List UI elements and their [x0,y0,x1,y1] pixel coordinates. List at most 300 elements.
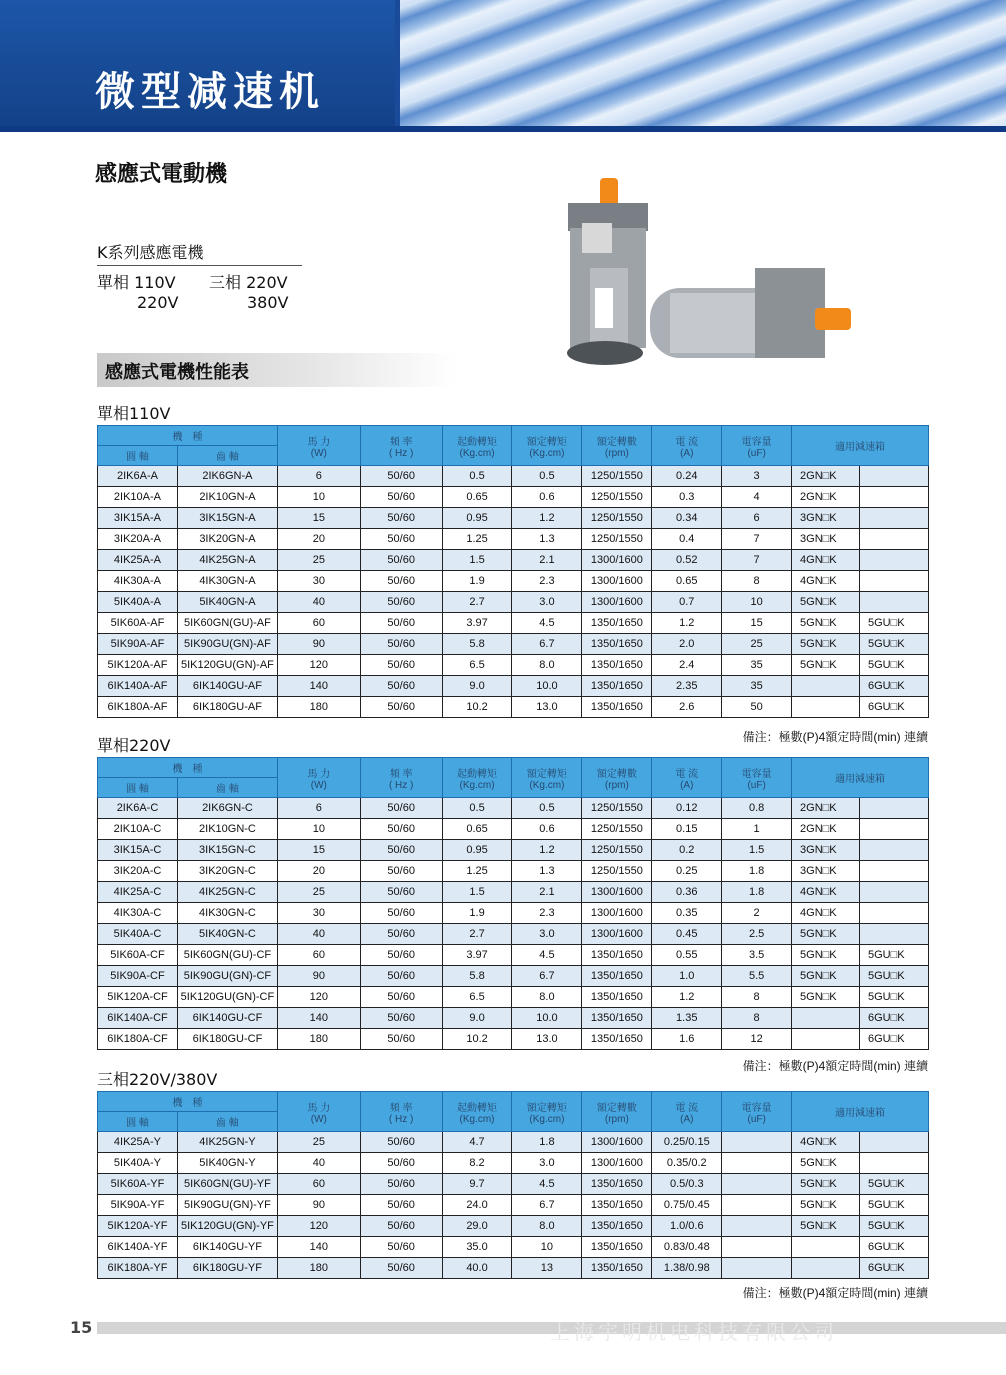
table-cell [792,697,860,718]
table-cell: 3IK15A-A [98,508,178,529]
table-cell: 4IK25A-Y [98,1132,178,1153]
table-cell: 5IK90A-AF [98,634,178,655]
table-row [98,924,929,945]
motor-label-2 [595,288,613,328]
table-cell: 2.35 [652,676,722,697]
table-row [98,1195,929,1216]
table-cell: 1.35 [652,1008,722,1029]
table-cell: 5IK90GU(GN)-CF [177,966,277,987]
table-cell: 2.3 [512,571,582,592]
table-cell: 1300/1600 [582,550,652,571]
table-cell: 0.25 [652,861,722,882]
header-rated-torque-unit: (Kg.cm) [529,447,565,459]
table-cell [859,840,928,861]
header-power-name: 馬 力 [307,436,331,448]
table-cell: 6IK180GU-AF [177,697,277,718]
table-cell: 1350/1650 [582,966,652,987]
table-cell: 4.5 [512,945,582,966]
table-cell: 1350/1650 [582,634,652,655]
table-cell [792,1008,860,1029]
table-cell: 0.5/0.3 [652,1174,722,1195]
header-rated-torque-unit: (Kg.cm) [529,779,565,791]
table-cell: 4GN□K [792,1132,860,1153]
table-cell: 90 [277,966,360,987]
table-cell: 8.0 [512,1216,582,1237]
table-cell: 5GN□K [792,613,860,634]
header-rated-torque-unit: (Kg.cm) [529,1113,565,1125]
table-cell: 5IK120GU(GN)-AF [177,655,277,676]
table-cell: 4IK30A-A [98,571,178,592]
table-cell: 2.0 [652,634,722,655]
table-cell: 2IK10A-A [98,487,178,508]
table-cell: 25 [277,882,360,903]
table-cell: 0.5 [442,798,512,819]
table-cell: 0.25/0.15 [652,1132,722,1153]
table-cell: 4IK25A-A [98,550,178,571]
header-capacitor-unit: (uF) [747,447,766,459]
table-cell: 50/60 [360,466,442,487]
table-cell: 6IK140A-CF [98,1008,178,1029]
table-cell: 30 [277,903,360,924]
table-cell: 5IK120GU(GN)-YF [177,1216,277,1237]
table-cell [722,1195,792,1216]
table-cell: 8 [722,1008,792,1029]
table-cell: 1250/1550 [582,466,652,487]
table-cell: 50/60 [360,508,442,529]
table-cell: 5GN□K [792,1195,860,1216]
table-cell: 50/60 [360,571,442,592]
series-row-2 [97,293,302,316]
table-cell [722,1132,792,1153]
table-cell: 10 [277,819,360,840]
table-cell: 10 [512,1237,582,1258]
table-cell: 8 [722,987,792,1008]
table-cell: 1250/1550 [582,798,652,819]
table-cell: 35 [722,655,792,676]
table-cell: 90 [277,1195,360,1216]
table-cell: 0.12 [652,798,722,819]
header-gearbox: 適用減速箱 [792,758,929,798]
table-cell [859,508,928,529]
table-cell: 5IK60GN(GU)-YF [177,1174,277,1195]
table-cell: 5GU□K [860,1216,929,1237]
table-cell: 6GU□K [859,1008,928,1029]
table-cell: 0.35/0.2 [652,1153,722,1174]
table-3-note: 備注：極數(P)4額定時間(min) 連續 [742,1286,928,1300]
table-row [98,634,929,655]
table-row [98,487,929,508]
page-number: 15 [70,1318,93,1337]
table-cell: 5GN□K [792,924,860,945]
table-cell: 1.2 [652,987,722,1008]
table-cell: 1.9 [442,903,512,924]
table-cell: 5IK120A-YF [98,1216,178,1237]
table-cell: 1.38/0.98 [652,1258,722,1279]
table-cell: 6GU□K [860,1258,929,1279]
header-rated-torque [512,758,582,798]
header-capacitor [722,1092,792,1132]
table-cell: 50/60 [360,861,442,882]
header-current-name: 電 流 [675,1102,699,1114]
header-start-torque-name: 起動轉矩 [457,1102,498,1114]
header-rated-speed-name: 額定轉數 [596,768,637,780]
header-rated-speed-name: 額定轉數 [596,1102,637,1114]
table-cell: 5GN□K [792,1216,860,1237]
table-row [98,840,929,861]
table-row [98,655,929,676]
table-cell: 50/60 [360,966,442,987]
table-cell: 1.2 [512,840,582,861]
table-cell: 8.0 [512,987,582,1008]
table-cell: 6IK140GU-AF [177,676,277,697]
table-cell: 9.7 [442,1174,512,1195]
table-cell: 2.7 [442,924,512,945]
table-cell: 1300/1600 [582,1153,652,1174]
table-cell: 4IK25A-C [98,882,178,903]
table-cell: 1250/1550 [582,508,652,529]
table-cell [859,819,928,840]
table-cell: 120 [277,1216,360,1237]
motor-label-1 [582,223,612,253]
table-row [98,1258,929,1279]
table-cell: 50/60 [360,1153,442,1174]
table-cell: 50/60 [360,697,442,718]
table-row [98,1132,929,1153]
table-cell: 5IK60A-YF [98,1174,178,1195]
table-cell: 5GU□K [859,945,928,966]
table-cell: 1350/1650 [582,987,652,1008]
table-cell: 4IK30GN-A [177,571,277,592]
table-cell: 6.7 [512,634,582,655]
table-cell: 1300/1600 [582,924,652,945]
table-cell: 1300/1600 [582,1132,652,1153]
table-cell: 50/60 [360,676,442,697]
header-round-shaft: 圓 軸 [98,446,178,466]
table-cell: 20 [277,529,360,550]
table-cell: 90 [277,634,360,655]
table-row [98,571,929,592]
header-gear-shaft: 齒 軸 [177,446,277,466]
table-cell: 1250/1550 [582,819,652,840]
header-rated-speed [582,1092,652,1132]
table-cell: 3IK20A-C [98,861,178,882]
table-cell: 1.8 [722,882,792,903]
table-cell: 5IK40GN-A [177,592,277,613]
table-cell: 1.8 [512,1132,582,1153]
table-cell: 50/60 [360,592,442,613]
table-cell: 5IK40A-C [98,924,178,945]
table-cell: 5GN□K [792,655,860,676]
table-cell: 50/60 [360,819,442,840]
motor-shaft-horizontal [815,308,851,330]
table-cell [860,1132,929,1153]
spec-table-3phase [97,1091,929,1279]
table-cell: 4IK25GN-Y [177,1132,277,1153]
table-cell: 10 [722,592,792,613]
table-cell: 1.3 [512,861,582,882]
table-cell: 0.15 [652,819,722,840]
table-cell: 50/60 [360,1174,442,1195]
header-power-name: 馬 力 [307,768,331,780]
table-cell [722,1153,792,1174]
table-cell: 4GN□K [792,550,860,571]
table-cell: 4.7 [442,1132,512,1153]
table-cell: 2.3 [512,903,582,924]
table-cell: 7 [722,529,792,550]
table-row [98,819,929,840]
table-cell: 1250/1550 [582,487,652,508]
table-cell: 1.3 [512,529,582,550]
header-rated-torque [512,1092,582,1132]
table-row [98,1029,929,1050]
table-cell: 40 [277,592,360,613]
table-cell: 1.9 [442,571,512,592]
voltage-single-phase: 單相 110V [97,273,176,292]
table-cell: 0.5 [512,798,582,819]
table-row [98,1174,929,1195]
table-row [98,1153,929,1174]
table-cell: 13.0 [512,1029,582,1050]
table-cell: 8 [722,571,792,592]
header-capacitor-name: 電容量 [741,436,772,448]
table-cell: 2IK6A-C [98,798,178,819]
header-current [652,1092,722,1132]
table-cell: 4GN□K [792,903,860,924]
header-frequency-name: 頻 率 [389,768,413,780]
table-cell: 3GN□K [792,529,860,550]
table-cell: 6IK180A-AF [98,697,178,718]
table-cell: 2.4 [652,655,722,676]
table-cell [859,466,928,487]
table-cell [792,1029,860,1050]
table-cell: 4IK25GN-C [177,882,277,903]
table-cell: 5GN□K [792,1174,860,1195]
table-cell: 5GU□K [859,966,928,987]
table-cell: 180 [277,1258,360,1279]
table-cell: 2.5 [722,924,792,945]
table-cell: 15 [277,508,360,529]
table-cell: 5GN□K [792,987,860,1008]
table-cell: 0.35 [652,903,722,924]
voltage-three-phase: 三相 220V [209,273,288,292]
table-cell: 5IK90A-YF [98,1195,178,1216]
header-capacitor-unit: (uF) [747,779,766,791]
table-cell: 5IK40A-A [98,592,178,613]
table-cell: 1350/1650 [582,945,652,966]
table-cell: 180 [277,697,360,718]
table-cell: 10.0 [512,676,582,697]
table-cell: 5IK40A-Y [98,1153,178,1174]
table-cell: 5IK90A-CF [98,966,178,987]
table-cell: 5IK60GN(GU)-AF [177,613,277,634]
table-cell: 10.2 [442,1029,512,1050]
table-cell: 2IK6A-A [98,466,178,487]
table-cell: 5GN□K [792,592,860,613]
table-row [98,861,929,882]
table-cell: 2.1 [512,550,582,571]
table-cell: 140 [277,1237,360,1258]
table-cell: 3.0 [512,1153,582,1174]
header-capacitor [722,426,792,466]
table-cell: 4IK25GN-A [177,550,277,571]
table-cell: 0.95 [442,840,512,861]
header-rated-torque-name: 額定轉矩 [526,768,567,780]
header-current-unit: (A) [680,779,694,791]
table-cell: 25 [277,1132,360,1153]
table-cell: 6.5 [442,655,512,676]
header-frequency-unit: ( Hz ) [388,447,414,459]
table-cell: 3.0 [512,592,582,613]
table-cell: 50/60 [360,987,442,1008]
table-3-label: 三相220V/380V [97,1070,218,1089]
voltage-single-phase-alt: 220V [137,293,179,312]
footer-company: 上海宇明机电科技有限公司 [550,1320,838,1344]
table-1-label: 單相110V [97,404,171,423]
table-cell: 20 [277,861,360,882]
header-gear-shaft: 齒 軸 [177,778,277,798]
table-cell [859,903,928,924]
gearbox-2 [755,268,825,358]
header-start-torque-unit: (Kg.cm) [459,447,495,459]
table-cell: 50/60 [360,1216,442,1237]
header-power-unit: (W) [310,447,327,459]
table-cell: 6 [277,798,360,819]
table-cell: 5.5 [722,966,792,987]
table-cell: 0.24 [652,466,722,487]
table-cell: 3IK15GN-A [177,508,277,529]
table-cell: 4GN□K [792,571,860,592]
table-cell: 1.0 [652,966,722,987]
header-rated-speed-unit: (rpm) [604,779,629,791]
header-capacitor-name: 電容量 [741,768,772,780]
table-row [98,882,929,903]
table-cell: 6IK140GU-YF [177,1237,277,1258]
header-gearbox: 適用減速箱 [792,1092,929,1132]
table-cell: 2GN□K [792,487,860,508]
header-current [652,426,722,466]
table-cell: 5GN□K [792,634,860,655]
header-current-unit: (A) [680,447,694,459]
table-cell: 2 [722,903,792,924]
table-cell: 3IK15GN-C [177,840,277,861]
table-cell: 0.8 [722,798,792,819]
table-row [98,987,929,1008]
motor-photo [560,168,860,378]
table-cell [722,1174,792,1195]
banner-pattern [400,0,1006,130]
header-current [652,758,722,798]
table-cell: 8.2 [442,1153,512,1174]
header-start-torque [442,758,512,798]
table-cell: 3.97 [442,945,512,966]
table-cell: 1300/1600 [582,571,652,592]
table-cell: 12 [722,1029,792,1050]
table-cell: 0.7 [652,592,722,613]
header-capacitor-name: 電容量 [741,1102,772,1114]
table-cell: 7 [722,550,792,571]
table-cell [859,571,928,592]
table-cell: 50 [722,697,792,718]
table-cell: 6 [277,466,360,487]
table-cell [722,1258,792,1279]
table-cell: 1.25 [442,861,512,882]
table-row [98,945,929,966]
table-cell: 5IK120GU(GN)-CF [177,987,277,1008]
header-model: 機 種 [98,1092,278,1112]
banner-underline [0,126,1006,132]
header-capacitor [722,758,792,798]
table-row [98,508,929,529]
table-cell: 50/60 [360,945,442,966]
table-cell: 0.55 [652,945,722,966]
table-row [98,1216,929,1237]
table-cell: 1.8 [722,861,792,882]
table-cell: 2IK6GN-A [177,466,277,487]
table-cell: 6IK140A-AF [98,676,178,697]
header-start-torque [442,1092,512,1132]
table-cell: 3GN□K [792,508,860,529]
table-cell: 5GU□K [859,634,928,655]
table-cell: 2GN□K [792,798,860,819]
header-rated-torque-name: 額定轉矩 [526,1102,567,1114]
table-cell: 1.6 [652,1029,722,1050]
table-cell: 9.0 [442,1008,512,1029]
series-info [97,240,302,316]
table-cell: 180 [277,1029,360,1050]
table-cell: 50/60 [360,613,442,634]
table-cell: 5IK60A-AF [98,613,178,634]
table-cell: 0.65 [442,487,512,508]
header-rated-speed-name: 額定轉數 [596,436,637,448]
header-gearbox: 適用減速箱 [792,426,929,466]
table-cell: 1350/1650 [582,1029,652,1050]
motor-base [567,341,643,365]
table-cell: 1350/1650 [582,1008,652,1029]
table-cell: 5.8 [442,634,512,655]
section-title: 感應式電機性能表 [105,362,249,383]
table-cell: 60 [277,1174,360,1195]
table-cell: 5GU□K [859,987,928,1008]
table-cell: 0.34 [652,508,722,529]
table-cell: 3GN□K [792,840,860,861]
table-cell [859,487,928,508]
table-cell: 13 [512,1258,582,1279]
table-cell: 1250/1550 [582,861,652,882]
table-cell: 0.52 [652,550,722,571]
header-rated-torque-name: 額定轉矩 [526,436,567,448]
table-cell: 4.5 [512,1174,582,1195]
table-cell: 0.5 [442,466,512,487]
table-cell: 6IK180A-YF [98,1258,178,1279]
table-cell: 2.1 [512,882,582,903]
table-cell: 15 [722,613,792,634]
table-cell [859,798,928,819]
header-start-torque-name: 起動轉矩 [457,436,498,448]
table-cell: 0.45 [652,924,722,945]
table-cell: 3.0 [512,924,582,945]
series-title: K系列感應電機 [97,240,302,266]
header-power-unit: (W) [310,779,327,791]
table-cell: 50/60 [360,798,442,819]
table-cell: 1350/1650 [582,1195,652,1216]
table-cell: 5GN□K [792,1153,860,1174]
table-cell: 2.6 [652,697,722,718]
spec-table-220v [97,757,929,1050]
table-cell: 0.4 [652,529,722,550]
table-cell: 3IK15A-C [98,840,178,861]
table-cell: 120 [277,987,360,1008]
table-row [98,1237,929,1258]
